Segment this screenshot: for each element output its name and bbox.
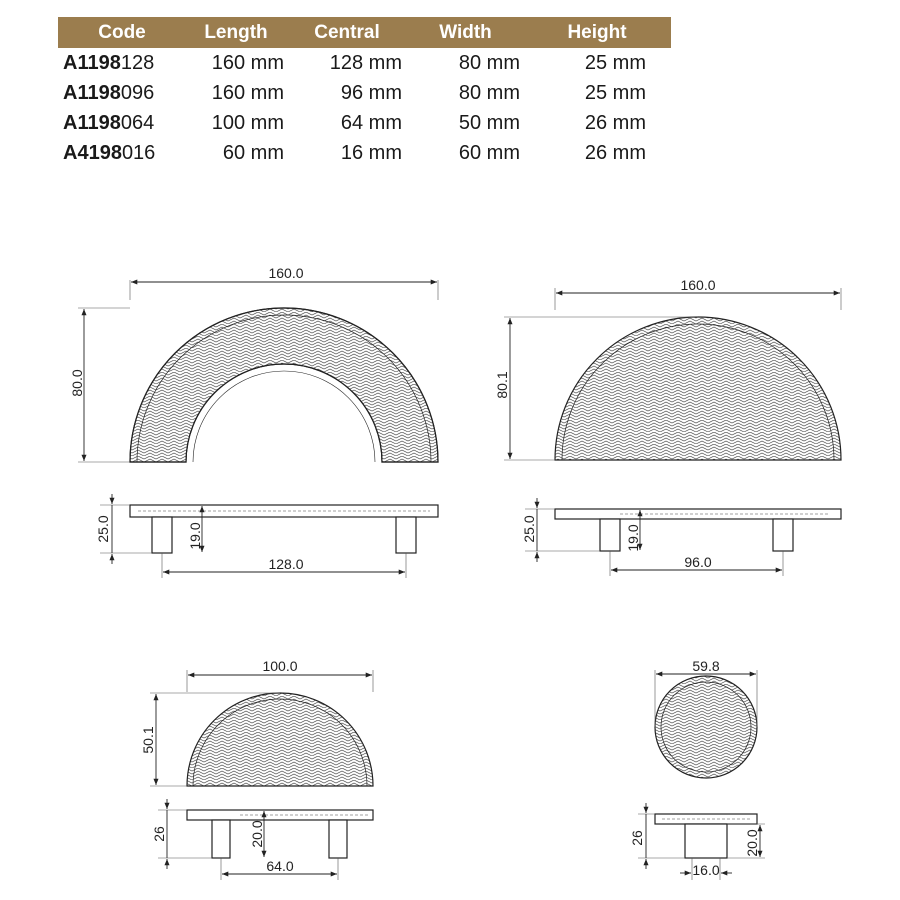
small-leg-label: 20.0 <box>249 820 265 848</box>
cell-height: 26 mm <box>584 111 646 134</box>
small-width-label: 50.1 <box>140 726 156 754</box>
half-width-label: 80.1 <box>494 371 510 399</box>
small-height-label: 26 <box>151 826 167 842</box>
arch-height-label: 25.0 <box>95 515 111 543</box>
cell-length: 60 mm <box>222 141 284 164</box>
cell-code: A1198064 <box>63 111 155 134</box>
cell-central: 16 mm <box>340 141 402 164</box>
half-length-label: 160.0 <box>680 277 716 293</box>
header-width: Width <box>408 17 523 48</box>
cell-length: 160 mm <box>211 81 284 104</box>
cell-central: 128 mm <box>329 51 402 74</box>
round-central-label: 16.0 <box>692 862 720 878</box>
small-length-label: 100.0 <box>262 658 298 674</box>
cell-width: 80 mm <box>458 51 520 74</box>
cell-width: 50 mm <box>458 111 520 134</box>
half-central-label: 96.0 <box>684 554 712 570</box>
header-central: Central <box>286 17 408 48</box>
arch-width-label: 80.0 <box>69 369 85 397</box>
half-leg-label: 19.0 <box>625 524 641 552</box>
header-height: Height <box>523 17 671 48</box>
cell-central: 64 mm <box>340 111 402 134</box>
header-code: Code <box>58 17 186 48</box>
half-side-view <box>521 498 841 576</box>
cell-width: 80 mm <box>458 81 520 104</box>
cell-height: 25 mm <box>584 81 646 104</box>
arch-side-view <box>95 494 438 578</box>
round-leg-label: 20.0 <box>744 829 760 857</box>
cell-central: 96 mm <box>340 81 402 104</box>
cell-code: A1198128 <box>63 51 155 74</box>
round-side-view <box>629 803 765 880</box>
arch-length-label: 160.0 <box>268 265 304 281</box>
cell-height: 25 mm <box>584 51 646 74</box>
arch-top-view <box>69 265 438 462</box>
round-height-label: 26 <box>629 830 645 846</box>
arch-leg-label: 19.0 <box>187 522 203 550</box>
round-diameter-label: 59.8 <box>692 658 720 674</box>
header-length: Length <box>186 17 286 48</box>
round-top-view <box>655 658 757 778</box>
cell-length: 160 mm <box>211 51 284 74</box>
cell-code: A1198096 <box>63 81 155 104</box>
half-top-view <box>494 277 841 460</box>
small-top-view <box>140 658 373 786</box>
small-central-label: 64.0 <box>266 858 294 874</box>
cell-code: A4198016 <box>63 141 156 164</box>
cell-length: 100 mm <box>211 111 284 134</box>
cell-width: 60 mm <box>458 141 520 164</box>
small-side-view <box>151 799 373 880</box>
arch-central-label: 128.0 <box>268 556 304 572</box>
half-height-label: 25.0 <box>521 515 537 543</box>
cell-height: 26 mm <box>584 141 646 164</box>
